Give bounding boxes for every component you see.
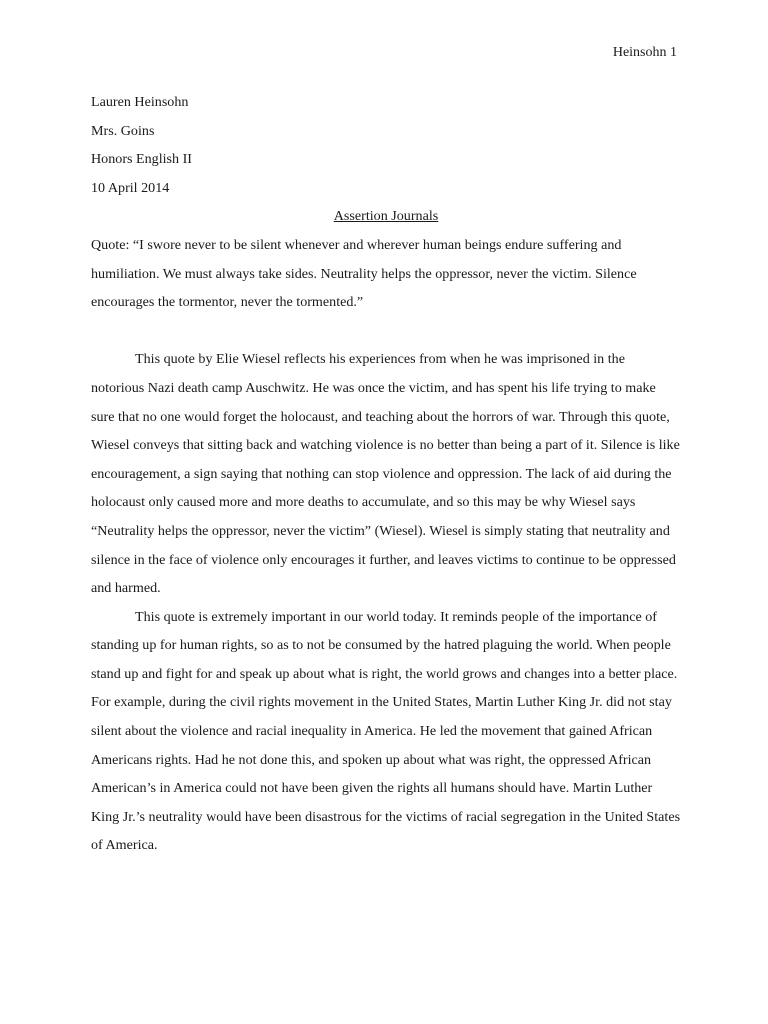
quote-paragraph: Quote: “I swore never to be silent whenever and wherever human beings endure suffering and humiliation. We must always take sides. Neutrality helps the oppressor, never the victim. Silence encourages the tormentor, never the tormented.” <box>91 236 637 311</box>
document-date: 10 April 2014 <box>91 179 170 196</box>
body-paragraph-1: This quote by Elie Wiesel reflects his experiences from when he was imprisoned in the notorious Nazi death camp Auschwitz. He was once the victim, and has spent his life trying to make sure that no one would forget the holocaust, and teaching about the horrors of war. Through this quote, Wiesel conveys that sitting back and watching violence is no better than being a part of it. Silence is like encouragement, a sign saying that nothing can stop violence and oppression. The lack of aid during the holocaust only caused more and more deaths to accumulate, and so this may be why Wiesel says “Neutrality helps the oppressor, never the victim” (Wiesel). Wiesel is simply stating that neutrality and silence in the face of violence only encourages it further, and leaves victims to continue to be oppressed and harmed. <box>91 351 680 597</box>
document-title: Assertion Journals <box>333 208 439 225</box>
course-name: Honors English II <box>91 151 192 168</box>
author-name: Lauren Heinsohn <box>91 94 189 110</box>
instructor-name: Mrs. Goins <box>91 122 155 139</box>
running-header: Heinsohn 1 <box>612 45 677 60</box>
paragraph-spacer <box>91 317 681 346</box>
body-paragraph-2: This quote is extremely important in our world today. It reminds people of the importance of standing up for human rights, so as to not be consumed by the hatred plaguing the world. When people stand up and fight for and speak up about what is right, the world grows and changes into a better place. For example, during the civil rights movement in the United States, Martin Luther King Jr. did not stay silent about the violence and racial inequality in America. He led the movement that gained African Americans rights. Had he not done this, and spoken up about what was right, the oppressed African American’s in America could not have been given the rights all humans should have. Martin Luther King Jr.’s neutrality would have been disastrous for the victims of racial segregation in the United States of America. <box>91 608 681 854</box>
document-body <box>91 88 681 860</box>
